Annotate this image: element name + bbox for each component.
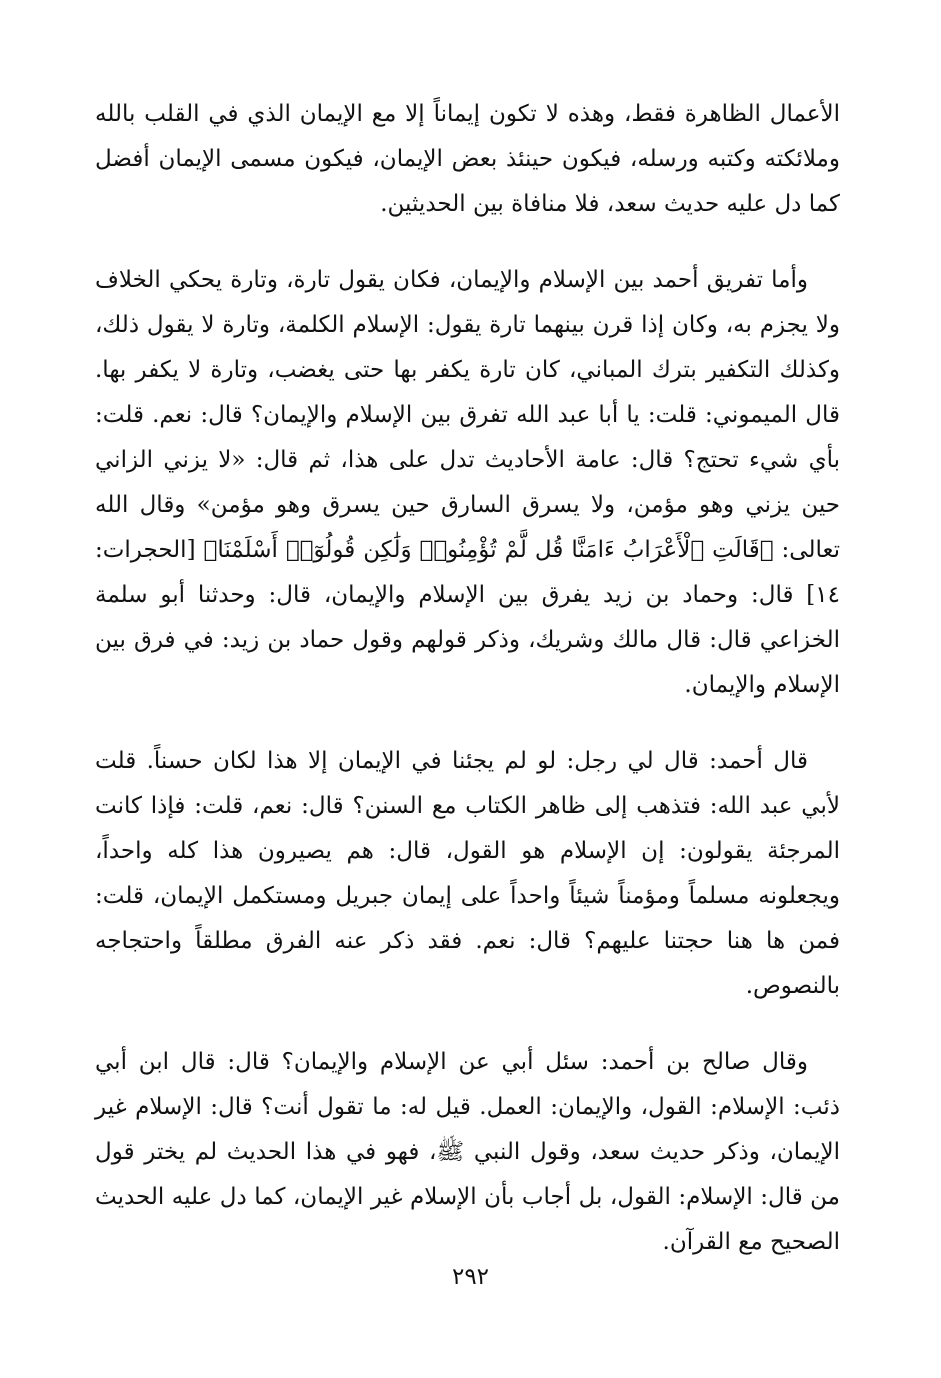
paragraph-1: الأعمال الظاهرة فقط، وهذه لا تكون إيماناً إلا مع الإيمان الذي في القلب بالله وملائكته وكتبه ورسله، فيكون حينئذ بعض الإيمان، فيكون مسمى الإيمان أفضل كما دل عليه حديث سعد، فلا منافاة بين الحديثين. [95,101,840,217]
page-body [95,92,840,1265]
paragraph-4: وقال صالح بن أحمد: سئل أبي عن الإسلام والإيمان؟ قال: قال ابن أبي ذئب: الإسلام: القول، والإيمان: العمل. قيل له: ما تقول أنت؟ قال: الإسلام غير الإيمان، وذكر حديث سعد، وقول النبي ﷺ، فهو في هذا الحديث لم يختر قول من قال: الإسلام: القول، بل أجاب بأن الإسلام غير الإيمان، كما دل عليه الحديث الصحيح مع القرآن. [95,1049,840,1255]
page-number: ٢٩٢ [451,1264,490,1290]
paragraph-2: وأما تفريق أحمد بين الإسلام والإيمان، فكان يقول تارة، وتارة يحكي الخلاف ولا يجزم به، وكان إذا قرن بينهما تارة يقول: الإسلام الكلمة، وتارة لا يقول ذلك، وكذلك التكفير بترك المباني، كان تارة يكفر بها حتى يغضب، وتارة لا يكفر بها. قال الميموني: قلت: يا أبا عبد الله تفرق بين الإسلام والإيمان؟ قال: نعم. قلت: بأي شيء تحتج؟ قال: عامة الأحاديث تدل على هذا، ثم قال: «لا يزني الزاني حين يزني وهو مؤمن، ولا يسرق السارق حين يسرق وهو مؤمن» وقال الله تعالى: ﴿قَالَتِ ٱلْأَعْرَابُ ءَامَنَّا قُل لَّمْ تُؤْمِنُوا۟ وَلَٰكِن قُولُوٓا۟ أَسْلَمْنَا﴾ [الحجرات: ١٤] قال: وحماد بن زيد يفرق بين الإسلام والإيمان، قال: وحدثنا أبو سلمة الخزاعي قال: قال مالك وشريك، وذكر قولهم وقول حماد بن زيد: في فرق بين الإسلام والإيمان. [95,267,840,698]
paragraph-3: قال أحمد: قال لي رجل: لو لم يجئنا في الإيمان إلا هذا لكان حسناً. قلت لأبي عبد الله: فتذهب إلى ظاهر الكتاب مع السنن؟ قال: نعم، قلت: فإذا كانت المرجئة يقولون: إن الإسلام هو القول، قال: هم يصيرون هذا كله واحداً، ويجعلونه مسلماً ومؤمناً شيئاً واحداً على إيمان جبريل ومستكمل الإيمان، قلت: فمن ها هنا حجتنا عليهم؟ قال: نعم. فقد ذكر عنه الفرق مطلقاً واحتجاجه بالنصوص. [95,748,840,999]
